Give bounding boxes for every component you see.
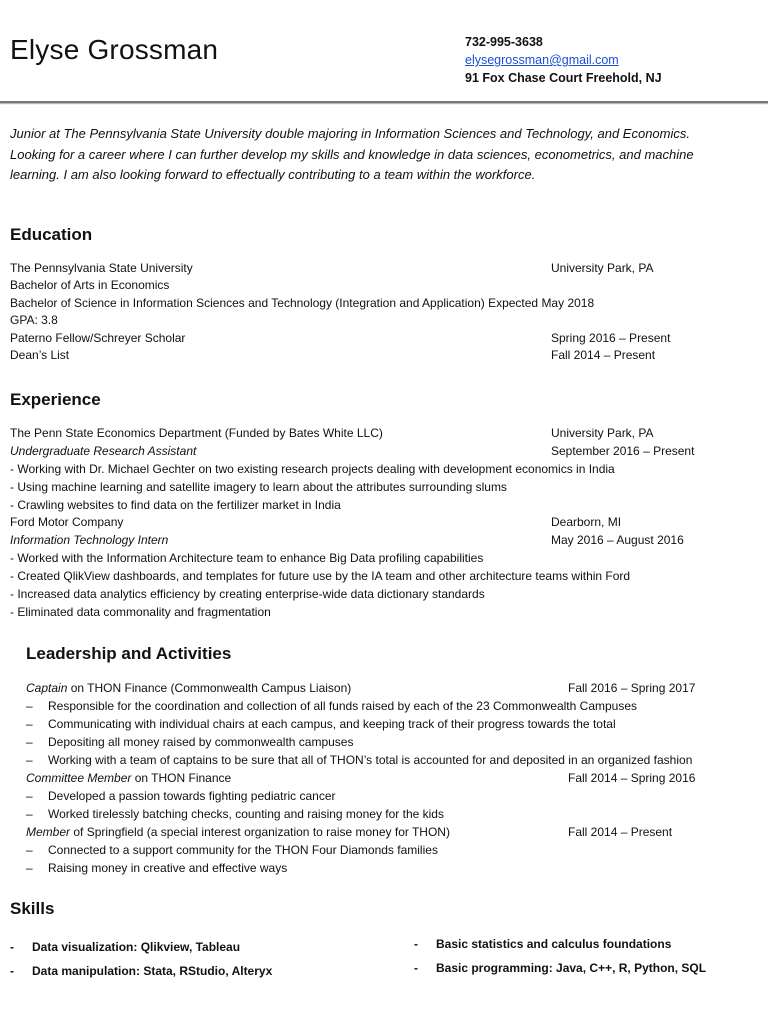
skill-text: Basic statistics and calculus foundations xyxy=(436,937,672,951)
role-3-bullet xyxy=(26,861,287,875)
job-2-location: Dearborn, MI xyxy=(551,515,622,529)
education-honor-2-date: Fall 2014 – Present xyxy=(551,348,656,362)
bullet-text: Worked tirelessly batching checks, counting and raising money for the kids xyxy=(48,807,444,821)
education-location: University Park, PA xyxy=(551,261,654,275)
job-2-title: Information Technology Intern xyxy=(10,533,169,547)
bullet-text: Developed a passion towards fighting pediatric cancer xyxy=(48,789,336,803)
bullet-text: Connected to a support community for the THON Four Diamonds families xyxy=(48,843,438,857)
dash-marker: – xyxy=(26,717,33,731)
education-heading: Education xyxy=(10,225,93,244)
candidate-name: Elyse Grossman xyxy=(10,34,219,65)
job-1-location: University Park, PA xyxy=(551,426,654,440)
role-3-title: Member xyxy=(26,825,71,839)
dash-marker: – xyxy=(26,861,33,875)
role-1-bullet xyxy=(26,735,353,749)
education-degree-1: Bachelor of Arts in Economics xyxy=(10,278,170,292)
skills-heading: Skills xyxy=(10,899,55,918)
role-1-bullet xyxy=(26,717,616,731)
role-1-title: Captain xyxy=(26,681,68,695)
skill-item xyxy=(414,961,706,975)
bullet-text: Communicating with individual chairs at each campus, and keeping track of their progress towards the total xyxy=(48,717,616,731)
dash-marker: - xyxy=(10,940,14,954)
role-3-org: of Springfield (a special interest organization to raise money for THON) xyxy=(70,825,450,839)
education-gpa: GPA: 3.8 xyxy=(10,313,58,327)
skill-item xyxy=(10,940,240,954)
job-1-dates: September 2016 – Present xyxy=(551,444,695,458)
role-2-bullet xyxy=(26,789,336,803)
role-2-title: Committee Member xyxy=(26,771,132,785)
dash-marker: – xyxy=(26,735,33,749)
job-1-bullet: - Working with Dr. Michael Gechter on two existing research projects dealing with development economics in India xyxy=(10,462,615,476)
job-2-bullet: - Created QlikView dashboards, and templates for future use by the IA team and other architecture teams within Ford xyxy=(10,569,631,583)
leadership-heading: Leadership and Activities xyxy=(26,644,232,663)
header-divider xyxy=(0,101,768,103)
skill-item xyxy=(414,937,671,951)
dash-marker: – xyxy=(26,843,33,857)
role-2-header xyxy=(26,771,231,785)
job-1-title: Undergraduate Research Assistant xyxy=(10,444,197,458)
address: 91 Fox Chase Court Freehold, NJ xyxy=(465,71,662,85)
education-degree-2: Bachelor of Science in Information Sciences and Technology (Integration and Application) Expected May 2018 xyxy=(10,296,595,310)
bullet-text: Working with a team of captains to be sure that all of THON’s total is accounted for and deposited in an organized fashion xyxy=(48,753,693,767)
skill-text: Data manipulation: Stata, RStudio, Alteryx xyxy=(32,964,273,978)
skill-item xyxy=(10,964,272,978)
dash-marker: – xyxy=(26,753,33,767)
bullet-text: Depositing all money raised by commonwealth campuses xyxy=(48,735,354,749)
job-1-bullet: - Using machine learning and satellite imagery to learn about the attributes surrounding slums xyxy=(10,480,507,494)
role-2-org: on THON Finance xyxy=(131,771,232,785)
role-3-bullet xyxy=(26,843,438,857)
education-honor-2: Dean’s List xyxy=(10,348,70,362)
dash-marker: - xyxy=(414,937,418,951)
role-1-header xyxy=(26,681,351,695)
contact-block xyxy=(465,33,662,87)
dash-marker: – xyxy=(26,807,33,821)
education-honor-1: Paterno Fellow/Schreyer Scholar xyxy=(10,331,186,345)
phone-number: 732-995-3638 xyxy=(465,35,543,49)
job-2-org: Ford Motor Company xyxy=(10,515,124,529)
role-1-bullet xyxy=(26,753,692,767)
job-2-dates: May 2016 – August 2016 xyxy=(551,533,684,547)
bullet-text: Responsible for the coordination and collection of all funds raised by each of the 23 Commonwealth Campuses xyxy=(48,699,638,713)
job-2-bullet: - Worked with the Information Architecture team to enhance Big Data profiling capabilities xyxy=(10,551,484,565)
experience-heading: Experience xyxy=(10,390,101,409)
job-1-bullet: - Crawling websites to find data on the fertilizer market in India xyxy=(10,498,341,512)
bullet-text: Raising money in creative and effective ways xyxy=(48,861,288,875)
dash-marker: - xyxy=(414,961,418,975)
role-3-header xyxy=(26,825,450,839)
role-2-bullet xyxy=(26,807,444,821)
role-1-org: on THON Finance (Commonwealth Campus Liaison) xyxy=(67,681,352,695)
education-honor-1-date: Spring 2016 – Present xyxy=(551,331,671,345)
role-1-bullet xyxy=(26,699,637,713)
dash-marker: – xyxy=(26,699,33,713)
role-2-dates: Fall 2014 – Spring 2016 xyxy=(568,771,696,785)
summary-paragraph: Junior at The Pennsylvania State University double majoring in Information Sciences and Technology, and Economics. Looking for a career where I can further develop my skills and knowledge in data sciences, econometrics, and machine learning. I am also looking forward to effectually contributing to a team within the workforce. xyxy=(10,126,694,182)
dash-marker: – xyxy=(26,789,33,803)
role-3-dates: Fall 2014 – Present xyxy=(568,825,673,839)
job-2-bullet: - Eliminated data commonality and fragmentation xyxy=(10,605,271,619)
skill-text: Data visualization: Qlikview, Tableau xyxy=(32,940,241,954)
education-school: The Pennsylvania State University xyxy=(10,261,193,275)
skill-text: Basic programming: Java, C++, R, Python, SQL xyxy=(436,961,707,975)
job-1-org: The Penn State Economics Department (Funded by Bates White LLC) xyxy=(10,426,383,440)
role-1-dates: Fall 2016 – Spring 2017 xyxy=(568,681,696,695)
job-2-bullet: - Increased data analytics efficiency by creating enterprise-wide data dictionary standards xyxy=(10,587,485,601)
dash-marker: - xyxy=(10,964,14,978)
email-link[interactable]: elysegrossman@gmail.com xyxy=(465,53,619,67)
